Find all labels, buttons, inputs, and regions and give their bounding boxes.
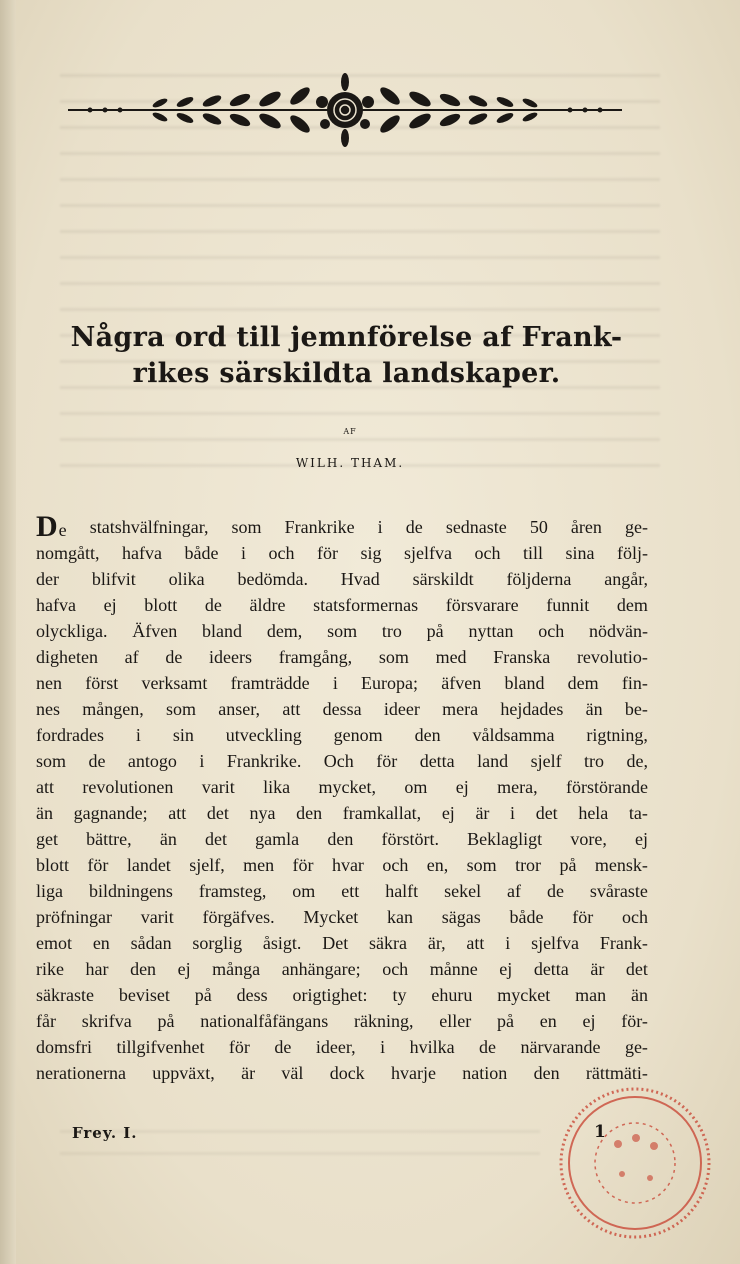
text-line: säkraste beviset på dess origtighet: ty ehuru mycket man än <box>36 985 648 1005</box>
text-line: olyckliga. Äfven bland dem, som tro på nyttan och nödvän- <box>36 621 648 641</box>
text-line: får skrifva på nationalfåfängans räkning, eller på en ej för- <box>36 1011 648 1031</box>
floral-ornament-icon <box>60 70 630 150</box>
text-line: blott för landet sjelf, men för hvar och en, som tror på mensk- <box>36 855 648 875</box>
text-line: att revolutionen varit lika mycket, om ej mera, förstörande <box>36 777 648 797</box>
title-line: Några ord till jemnförelse af Frank- <box>70 322 623 353</box>
byline-prefix: AF <box>343 427 357 436</box>
text-line: nerationerna uppväxt, är väl dock hvarje nation den rättmäti- <box>36 1063 648 1083</box>
text-line: som de antogo i Frankrike. Och för detta land sjelf tro de, <box>36 751 648 771</box>
byline-author: WILH. THAM. <box>295 456 405 470</box>
text-line: domsfri tillgifvenhet för de ideer, i hvilka de närvarande ge- <box>36 1037 648 1057</box>
text-line: nomgått, hafva både i och för sig sjelfva och till sina följ- <box>36 543 648 563</box>
page-edge <box>0 0 16 1264</box>
text-line: digheten af de ideers framgång, som med Franska revolutio- <box>36 647 648 667</box>
drop-cap: D <box>36 510 58 543</box>
text-line: get bättre, än det gamla den förstört. Beklagligt vore, ej <box>36 829 648 849</box>
body-text <box>36 510 648 1086</box>
text-line: liga bildningens framsteg, om ett halft sekel af de svåraste <box>36 881 648 901</box>
text-line: De statshvälfningar, som Frankrike i de sednaste 50 åren ge- <box>36 510 648 543</box>
title-line: rikes särskildta landskaper. <box>132 358 561 389</box>
library-stamp-icon <box>556 1084 714 1242</box>
text-line: fordrades i sin utveckling genom den våldsamma rigtning, <box>36 725 648 745</box>
signature-mark: Frey. I. <box>72 1124 138 1142</box>
text-line: än gagnande; att det nya den framkallat, ej är i det hela ta- <box>36 803 648 823</box>
text-line: nen först verksamt framträdde i Europa; äfven bland dem fin- <box>36 673 648 693</box>
text-line: hafva ej blott de äldre statsformernas försvarare funnit dem <box>36 595 648 615</box>
text-line: nes mången, som anser, att dessa ideer mera hejdades än be- <box>36 699 648 719</box>
page-number: 1 <box>594 1122 606 1142</box>
article-title <box>34 320 659 392</box>
text-line: der blifvit olika bedömda. Hvad särskildt följderna angår, <box>36 569 648 589</box>
text-line: emot en sådan sorglig åsigt. Det säkra är, att i sjelfva Frank- <box>36 933 648 953</box>
text-line: pröfningar varit förgäfves. Mycket kan sägas både för och <box>36 907 648 927</box>
text-line: rike har den ej många anhängare; och månne ej detta är det <box>36 959 648 979</box>
